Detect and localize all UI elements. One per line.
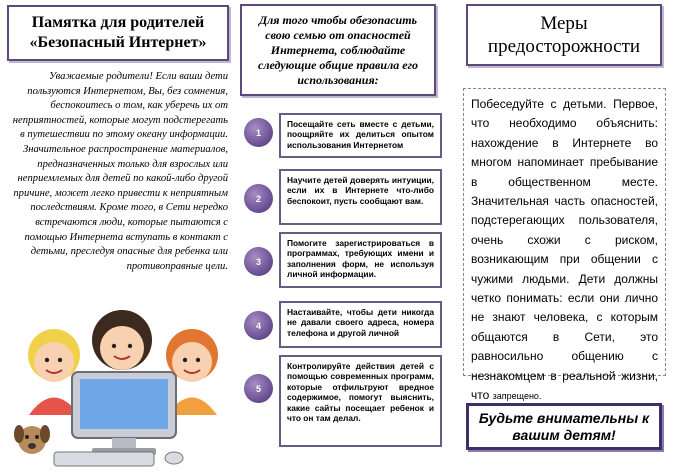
rule-number-badge: 4	[244, 311, 273, 340]
rule-item: Помогите зарегистрироваться в программах, требующих имени и заполнения форм, не используя личной информации.	[279, 232, 442, 288]
kids-at-computer-image	[14, 300, 234, 470]
rule-item: Настаивайте, чтобы дети никогда не давали своего адреса, номера телефона и другой личной	[279, 301, 442, 348]
rule-number-badge: 1	[244, 118, 273, 147]
rule-item: Посещайте сеть вместе с детьми, поощряйте их делиться опытом использования Интернетом	[279, 113, 442, 158]
precautions-text	[463, 88, 666, 403]
rule-item: Контролируйте действия детей с помощью современных программ, которые отфильтруют вредное содержимое, помогут выяснить, какие сайты посещает ребенок и что он там делал.	[279, 355, 442, 447]
children-computer-illustration	[14, 300, 234, 470]
rule-item: Научите детей доверять интуиции, если их в Интернете что-либо беспокоит, пусть сообщают вам.	[279, 169, 442, 225]
rules-intro-heading: Для того чтобы обезопасить свою семью от опасностей Интернета, соблюдайте следующие общие правила его использования:	[240, 4, 436, 96]
attention-callout: Будьте внимательны к вашим детям!	[466, 403, 662, 450]
intro-paragraph: Уважаемые родители! Если ваши дети пользуются Интернетом, Вы, без сомнения, беспокоитесь о том, как уберечь их от неприятностей, которые могут подстерегать в путешествии по этому океану информации. Значительное распространение материалов, предназначенных только для взрослых или неприемлемых для детей по какой-либо другой причине, может легко привести к неприятным последствиям. Кроме того, в Сети нередко встречаются люди, которые пытаются с помощью Интернета вступать в контакт с детьми, преследуя опасные для ребенка или противоправные цели.	[12, 71, 228, 272]
rule-number-badge: 5	[244, 374, 273, 403]
precautions-heading: Меры предосторожности	[466, 4, 662, 66]
brochure-title: Памятка для родителей «Безопасный Интернет»	[7, 5, 229, 61]
precautions-ending: запрещено.	[492, 391, 542, 402]
precautions-paragraph: Побеседуйте с детьми. Первое, что необходимо объяснить: нахождение в Интернете во многом напоминает пребывание в общественном месте. Значительная часть опасностей, подстерегающих пользователя, очень схожи с риском, возникающим при общении с чужими людьми. Дети должны четко понимать: если они лично не знают человека, с которым общаются в Сети, это равносильно общению с незнакомцем в реальной жизни, что	[471, 97, 658, 403]
rule-number-badge: 2	[244, 184, 273, 213]
rule-number-badge: 3	[244, 247, 273, 276]
